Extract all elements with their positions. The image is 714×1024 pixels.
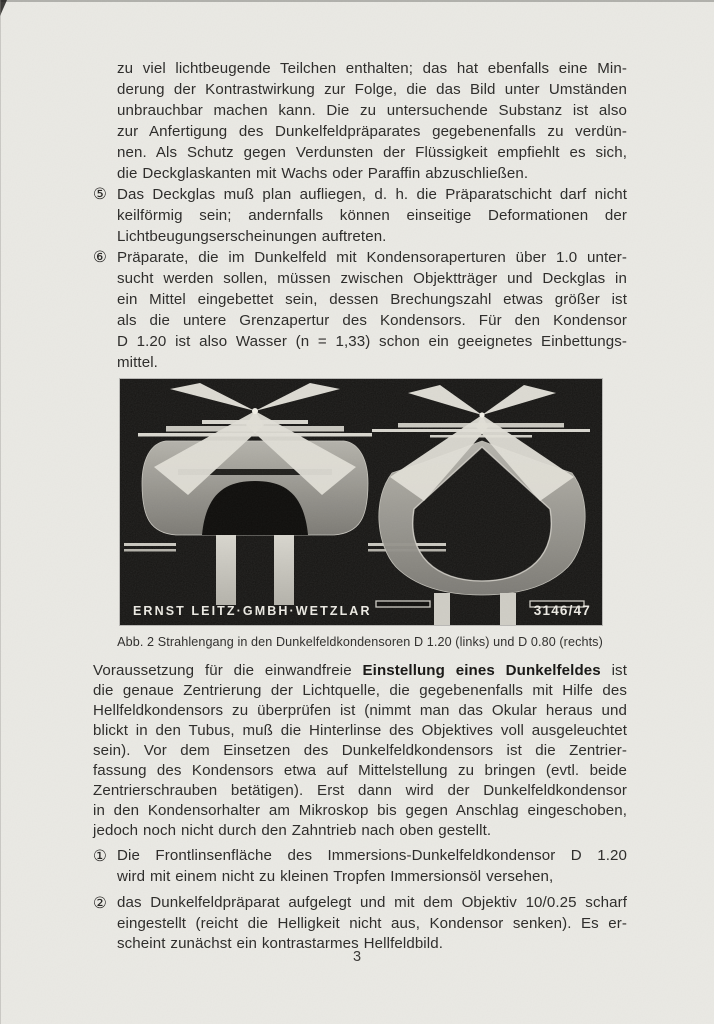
text-line: Voraussetzung für die einwandfreie Einstellung eines Dunkelfeldes ist xyxy=(93,662,627,679)
text-line: jedoch noch nicht durch den Zahntrieb nach oben gestellt. xyxy=(93,822,492,839)
figure-photo xyxy=(120,379,602,625)
text-line: unbrauchbar machen kann. Die zu untersuchende Substanz ist also xyxy=(117,102,627,119)
condenser-ray-diagram xyxy=(120,379,602,625)
figure-caption: Abb. 2 Strahlengang in den Dunkelfeldkondensoren D 1.20 (links) und D 0.80 (rechts) xyxy=(117,635,603,649)
text-line: ein Mittel eingebettet sein, dessen Brechungszahl etwas größer ist xyxy=(117,291,627,308)
list-item-text xyxy=(117,846,627,887)
text-line: Präparate, die im Dunkelfeld mit Kondensoraperturen über 1.0 unter- xyxy=(117,249,627,266)
list-item-number: ① xyxy=(93,847,107,865)
text-line: D 1.20 ist also Wasser (n = 1,33) schon ein geeignetes Einbettungs- xyxy=(117,333,627,350)
figure-reference-number: 3146/47 xyxy=(533,603,591,618)
list-item-text xyxy=(117,184,627,247)
page-content xyxy=(93,58,627,955)
page-number: 3 xyxy=(352,949,362,965)
list-item-text xyxy=(117,893,627,955)
list-item-6 xyxy=(93,247,627,373)
text-line: mittel. xyxy=(117,354,158,371)
paragraph-intro xyxy=(117,58,627,184)
list-item-number: ② xyxy=(93,894,107,913)
list-item-2 xyxy=(93,893,627,955)
text-line: eingestellt (reicht die Helligkeit nicht aus, Kondensor senken). Es er- xyxy=(117,914,627,932)
text-line: die Deckglaskanten mit Wachs oder Paraffin abzuschließen. xyxy=(117,165,529,182)
figure-brand-label: ERNST LEITZ·GMBH·WETZLAR xyxy=(133,604,372,618)
text-line: Zentrierschrauben betätigen). Erst dann wird der Dunkelfeldkondensor xyxy=(93,782,627,799)
text-line: Das Deckglas muß plan aufliegen, d. h. die Präparatschicht darf nicht xyxy=(117,186,627,203)
paragraph-adjustment xyxy=(93,661,627,841)
text-line: sein). Vor dem Einsetzen des Dunkelfeldkondensors ist die Zentrier- xyxy=(93,742,627,759)
text-line: derung der Kontrastwirkung zur Folge, die das Bild unter Umständen xyxy=(117,81,627,98)
scan-corner-artifact xyxy=(0,0,7,16)
scan-edge-line xyxy=(0,0,1,1024)
text-line: Lichtbeugungserscheinungen auftreten. xyxy=(117,228,387,245)
text-line: in den Kondensorhalter am Mikroskop bis gegen Anschlag eingeschoben, xyxy=(93,802,627,819)
text-line: scheint zunächst ein kontrastarmes Hellfeldbild. xyxy=(117,935,444,953)
text-line: fassung des Kondensors etwa auf Mittelstellung zu bringen (evtl. beide xyxy=(93,762,627,779)
list-item-1 xyxy=(93,846,627,887)
text-line: sucht werden sollen, müssen zwischen Objektträger und Deckglas in xyxy=(117,270,627,287)
text-line: zur Anfertigung des Dunkelfeldpräparates gegebenenfalls zu verdün- xyxy=(117,123,627,140)
text-line: das Dunkelfeldpräparat aufgelegt und mit dem Objektiv 10/0.25 scharf xyxy=(117,894,627,912)
list-item-number: ⑥ xyxy=(93,248,107,266)
list-item-text xyxy=(117,247,627,373)
text-line: Die Frontlinsenfläche des Immersions-Dunkelfeldkondensor D 1.20 xyxy=(117,847,627,864)
text-line: wird mit einem nicht zu kleinen Tropfen Immersionsöl versehen, xyxy=(117,867,554,885)
list-item-number: ⑤ xyxy=(93,185,107,203)
scan-edge-shadow xyxy=(0,0,714,2)
text-line: als die untere Grenzapertur des Kondensors. Für den Kondensor xyxy=(117,312,627,329)
text-line: zu viel lichtbeugende Teilchen enthalten; das hat ebenfalls eine Min- xyxy=(117,60,627,77)
list-item-5 xyxy=(93,184,627,247)
text-line: Hellfeldkondensors zu überprüfen ist (nimmt man das Okular heraus und xyxy=(93,702,627,719)
text-line: keilförmig sein; andernfalls können einseitige Deformationen der xyxy=(117,207,627,224)
text-line: die genaue Zentrierung der Lichtquelle, die gegebenenfalls mit Hilfe des xyxy=(93,682,627,699)
text-line: nen. Als Schutz gegen Verdunsten der Flüssigkeit empfiehlt es sich, xyxy=(117,144,627,161)
text-line: blickt in den Tubus, muß die Hinterlinse des Objektives voll ausgeleuchtet xyxy=(93,722,627,739)
